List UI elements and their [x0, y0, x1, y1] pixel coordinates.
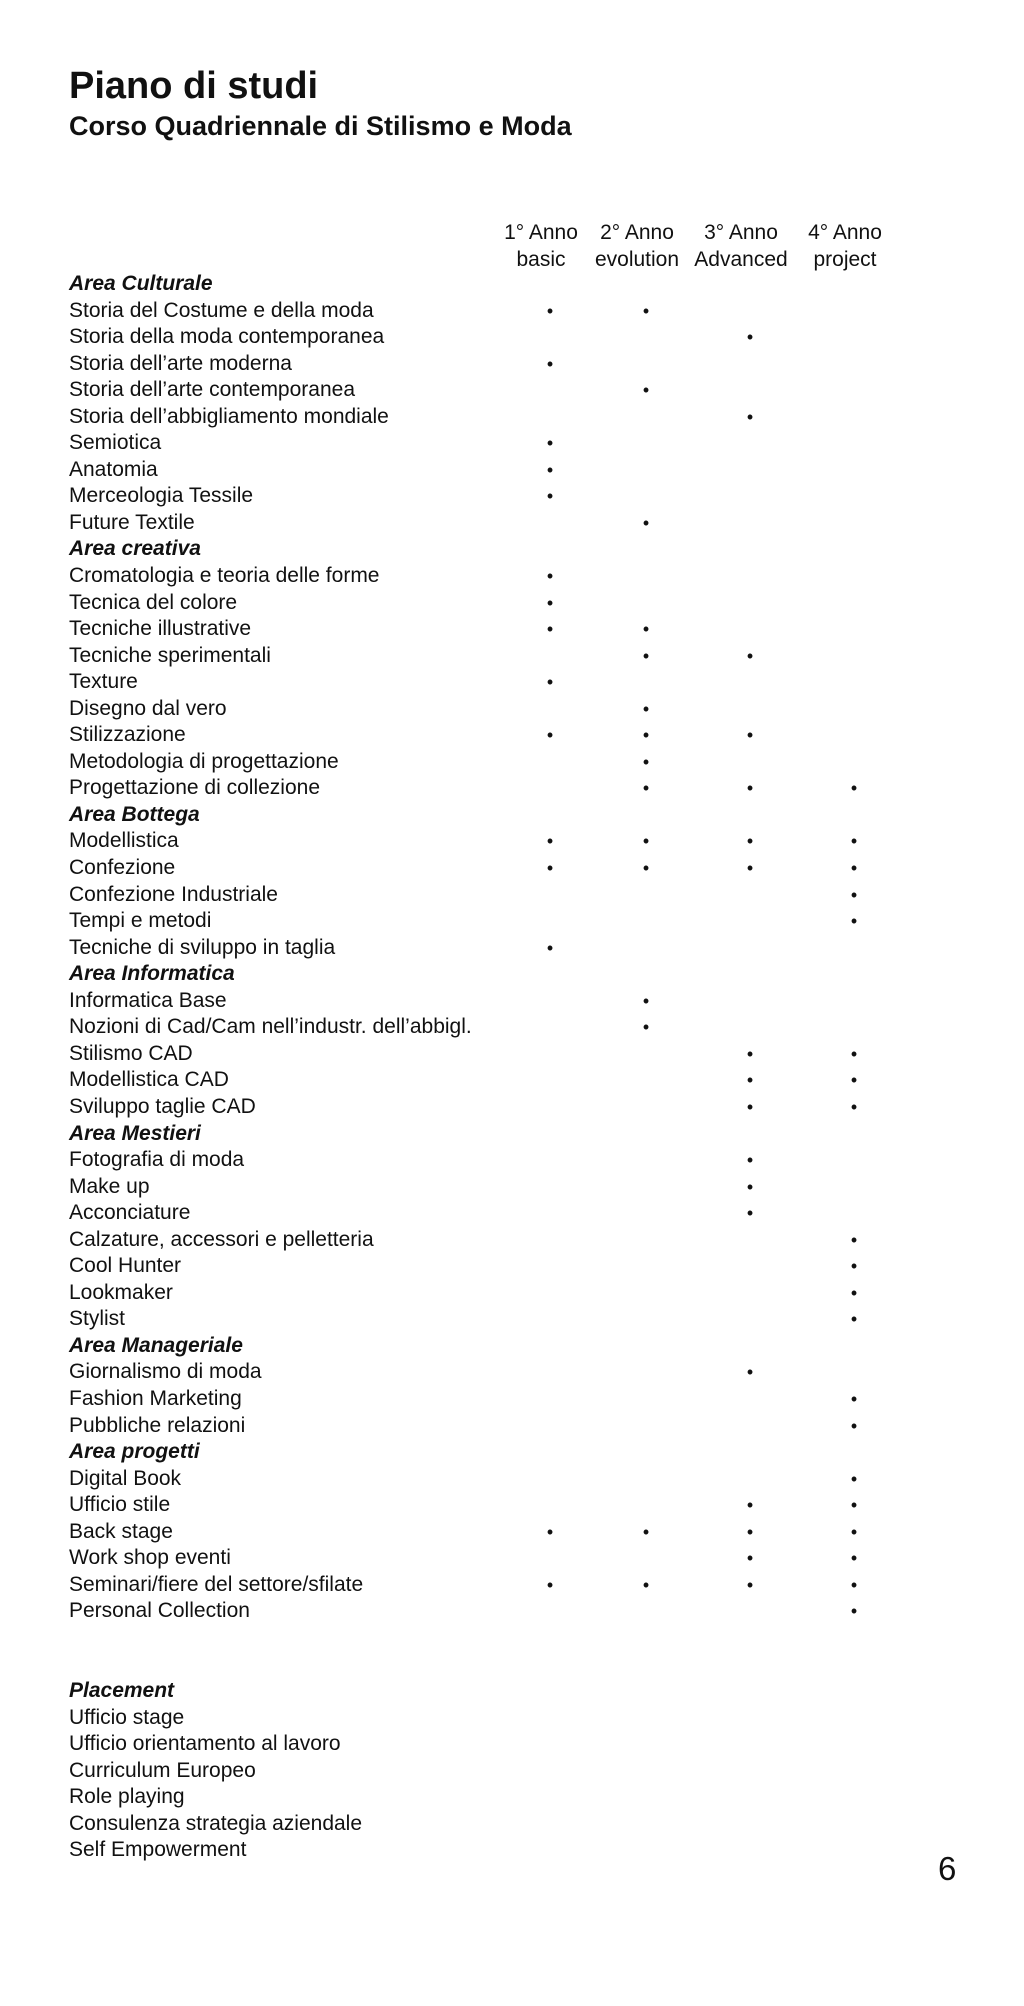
year-4-bullet: • — [850, 1388, 858, 1409]
placement-section — [69, 1678, 362, 1864]
course-label: Personal Collection — [69, 1599, 250, 1623]
course-label: Fashion Marketing — [69, 1386, 242, 1410]
course-label: Future Textile — [69, 510, 195, 534]
year-3-bullet: • — [746, 1203, 754, 1224]
course-label: Tecnica del colore — [69, 590, 238, 614]
year-1-bullet: • — [546, 592, 554, 613]
year-4-bullet: • — [850, 1070, 858, 1091]
year-4-bullet: • — [850, 1256, 858, 1277]
year-3-bullet: • — [746, 1176, 754, 1197]
course-row — [69, 1227, 929, 1254]
course-label: Back stage — [69, 1519, 173, 1543]
course-row — [69, 643, 929, 670]
year-4-bullet: • — [850, 778, 858, 799]
course-label: Stilismo CAD — [69, 1041, 193, 1065]
course-row — [69, 351, 929, 378]
course-label: Modellistica CAD — [69, 1068, 229, 1092]
year-2-bullet: • — [642, 1017, 650, 1038]
placement-item: Curriculum Europeo — [69, 1758, 256, 1782]
course-label: Giornalismo di moda — [69, 1360, 262, 1384]
year-2-bullet: • — [642, 990, 650, 1011]
course-label: Make up — [69, 1174, 150, 1198]
year-1-bullet: • — [546, 672, 554, 693]
course-row — [69, 1572, 929, 1599]
course-label: Tecniche illustrative — [69, 617, 252, 641]
year-3-bullet: • — [746, 778, 754, 799]
course-row — [69, 1014, 929, 1041]
course-label: Anatomia — [69, 457, 158, 481]
year-3-bullet: • — [746, 1150, 754, 1171]
course-row — [69, 377, 929, 404]
course-label: Progettazione di collezione — [69, 776, 320, 800]
area-heading — [69, 802, 929, 829]
course-row — [69, 1519, 929, 1546]
area-label: Area creativa — [69, 537, 201, 561]
course-label: Confezione — [69, 856, 176, 880]
year-4-bullet: • — [850, 1043, 858, 1064]
course-label: Digital Book — [69, 1466, 182, 1490]
year-4-bullet: • — [850, 911, 858, 932]
year-2-bullet: • — [642, 1574, 650, 1595]
course-label: Sviluppo taglie CAD — [69, 1094, 256, 1118]
course-row — [69, 1492, 929, 1519]
year-3-bullet: • — [746, 1521, 754, 1542]
page-subtitle: Corso Quadriennale di Stilismo e Moda — [69, 111, 572, 141]
year-4-bullet: • — [850, 1282, 858, 1303]
course-row — [69, 908, 929, 935]
course-label: Disegno dal vero — [69, 696, 227, 720]
year-1-bullet: • — [546, 725, 554, 746]
area-label: Area Mestieri — [69, 1121, 201, 1145]
course-row — [69, 722, 929, 749]
year-4-bullet: • — [850, 1309, 858, 1330]
course-label: Cromatologia e teoria delle forme — [69, 564, 380, 588]
course-row — [69, 1094, 929, 1121]
year-4-bullet: • — [850, 884, 858, 905]
year-1-bullet: • — [546, 486, 554, 507]
year-3-bullet: • — [746, 327, 754, 348]
year-1-bullet: • — [546, 566, 554, 587]
course-label: Metodologia di progettazione — [69, 749, 339, 773]
course-label: Fotografia di moda — [69, 1148, 245, 1172]
course-label: Lookmaker — [69, 1280, 173, 1304]
year-3-bullet: • — [746, 406, 754, 427]
course-label: Confezione Industriale — [69, 882, 278, 906]
year-2-bullet: • — [642, 380, 650, 401]
course-row — [69, 1359, 929, 1386]
area-heading — [69, 271, 929, 298]
year-1-bullet: • — [546, 433, 554, 454]
course-row — [69, 669, 929, 696]
year-2-bullet: • — [642, 778, 650, 799]
course-label: Storia dell’abbigliamento mondiale — [69, 404, 389, 428]
course-row — [69, 1147, 929, 1174]
year-3-bullet: • — [746, 1362, 754, 1383]
year-1-bullet: • — [546, 459, 554, 480]
course-row — [69, 510, 929, 537]
year-2-bullet: • — [642, 619, 650, 640]
course-row — [69, 1598, 929, 1625]
area-heading — [69, 1439, 929, 1466]
course-row — [69, 828, 929, 855]
year-1-bullet: • — [546, 858, 554, 879]
year-1-bullet: • — [546, 353, 554, 374]
year-3-bullet: • — [746, 1070, 754, 1091]
year-header-3 — [681, 219, 801, 273]
course-row — [69, 563, 929, 590]
course-label: Cool Hunter — [69, 1254, 182, 1278]
course-row — [69, 775, 929, 802]
course-label: Tecniche di sviluppo in taglia — [69, 935, 336, 959]
year-3-bullet: • — [746, 1495, 754, 1516]
area-label: Area Culturale — [69, 272, 213, 295]
course-row — [69, 1280, 929, 1307]
course-label: Stylist — [69, 1307, 126, 1331]
page-number: 6 — [938, 1850, 957, 1887]
course-label: Nozioni di Cad/Cam nell’industr. dell’abbigl. — [69, 1015, 472, 1039]
course-row — [69, 430, 929, 457]
course-row — [69, 1413, 929, 1440]
course-row — [69, 935, 929, 962]
course-row — [69, 1386, 929, 1413]
course-label: Modellistica — [69, 829, 179, 853]
placement-item: Ufficio stage — [69, 1705, 185, 1729]
course-label: Semiotica — [69, 431, 162, 455]
year-3-bullet: • — [746, 1548, 754, 1569]
year-4-bullet: • — [850, 1521, 858, 1542]
course-row — [69, 590, 929, 617]
course-label: Texture — [69, 670, 138, 694]
year-3-bullet: • — [746, 858, 754, 879]
area-label: Area progetti — [69, 1440, 200, 1464]
year-2-bullet: • — [642, 831, 650, 852]
course-row — [69, 1253, 929, 1280]
course-row — [69, 696, 929, 723]
year-4-bullet: • — [850, 1495, 858, 1516]
year-1-bullet: • — [546, 831, 554, 852]
year-2-bullet: • — [642, 698, 650, 719]
year-3-bullet: • — [746, 831, 754, 852]
year-label: 3° Anno — [704, 221, 778, 244]
course-row — [69, 1041, 929, 1068]
course-label: Acconciature — [69, 1201, 191, 1225]
course-label: Tecniche sperimentali — [69, 643, 271, 667]
area-heading — [69, 961, 929, 988]
year-header-2 — [577, 219, 697, 273]
year-3-bullet: • — [746, 1574, 754, 1595]
course-label: Work shop eventi — [69, 1546, 231, 1570]
year-1-bullet: • — [546, 1574, 554, 1595]
year-sublabel: evolution — [594, 248, 680, 271]
year-3-bullet: • — [746, 1096, 754, 1117]
course-row — [69, 749, 929, 776]
area-label: Area Informatica — [69, 962, 235, 986]
course-row — [69, 324, 929, 351]
year-sublabel: basic — [516, 248, 566, 271]
course-label: Stilizzazione — [69, 723, 186, 747]
course-row — [69, 404, 929, 431]
year-label: 2° Anno — [600, 221, 674, 244]
course-row — [69, 1067, 929, 1094]
year-2-bullet: • — [642, 1521, 650, 1542]
course-label: Informatica Base — [69, 988, 227, 1012]
placement-item: Self Empowerment — [69, 1838, 247, 1862]
year-4-bullet: • — [850, 1548, 858, 1569]
year-1-bullet: • — [546, 300, 554, 321]
course-row — [69, 1545, 929, 1572]
course-row — [69, 988, 929, 1015]
course-label: Calzature, accessori e pelletteria — [69, 1227, 374, 1251]
year-4-bullet: • — [850, 1415, 858, 1436]
course-row — [69, 882, 929, 909]
area-heading — [69, 536, 929, 563]
year-2-bullet: • — [642, 725, 650, 746]
placement-item: Role playing — [69, 1785, 185, 1809]
year-4-bullet: • — [850, 1574, 858, 1595]
area-heading — [69, 1333, 929, 1360]
area-heading — [69, 1121, 929, 1148]
year-1-bullet: • — [546, 1521, 554, 1542]
study-plan-table — [69, 271, 929, 1625]
course-row — [69, 298, 929, 325]
area-label: Area Bottega — [69, 802, 200, 826]
course-row — [69, 457, 929, 484]
year-3-bullet: • — [746, 645, 754, 666]
year-2-bullet: • — [642, 858, 650, 879]
area-label: Area Manageriale — [69, 1333, 243, 1357]
course-row — [69, 616, 929, 643]
course-row — [69, 1200, 929, 1227]
year-sublabel: Advanced — [694, 248, 788, 271]
course-row — [69, 483, 929, 510]
year-2-bullet: • — [642, 645, 650, 666]
year-2-bullet: • — [642, 300, 650, 321]
year-4-bullet: • — [850, 1096, 858, 1117]
course-row — [69, 855, 929, 882]
year-3-bullet: • — [746, 725, 754, 746]
course-row — [69, 1174, 929, 1201]
placement-item: Ufficio orientamento al lavoro — [69, 1732, 341, 1756]
year-4-bullet: • — [850, 858, 858, 879]
course-row — [69, 1466, 929, 1493]
course-label: Storia dell’arte moderna — [69, 351, 292, 375]
course-label: Merceologia Tessile — [69, 484, 254, 508]
placement-heading: Placement — [69, 1679, 175, 1702]
course-label: Storia della moda contemporanea — [69, 325, 385, 349]
course-label: Seminari/fiere del settore/sfilate — [69, 1572, 364, 1596]
course-label: Storia dell’arte contemporanea — [69, 378, 356, 402]
course-label: Tempi e metodi — [69, 909, 212, 933]
course-label: Pubbliche relazioni — [69, 1413, 246, 1437]
year-sublabel: project — [813, 248, 877, 271]
course-row — [69, 1306, 929, 1333]
year-4-bullet: • — [850, 1468, 858, 1489]
year-1-bullet: • — [546, 937, 554, 958]
year-2-bullet: • — [642, 512, 650, 533]
year-4-bullet: • — [850, 1601, 858, 1622]
year-label: 1° Anno — [504, 221, 578, 244]
year-header-4 — [785, 219, 905, 273]
year-4-bullet: • — [850, 831, 858, 852]
year-4-bullet: • — [850, 1229, 858, 1250]
course-label: Storia del Costume e della moda — [69, 298, 374, 322]
year-1-bullet: • — [546, 619, 554, 640]
year-2-bullet: • — [642, 751, 650, 772]
placement-item: Consulenza strategia aziendale — [69, 1811, 363, 1835]
page-title: Piano di studi — [69, 65, 319, 107]
course-label: Ufficio stile — [69, 1493, 171, 1517]
year-label: 4° Anno — [808, 221, 882, 244]
year-3-bullet: • — [746, 1043, 754, 1064]
